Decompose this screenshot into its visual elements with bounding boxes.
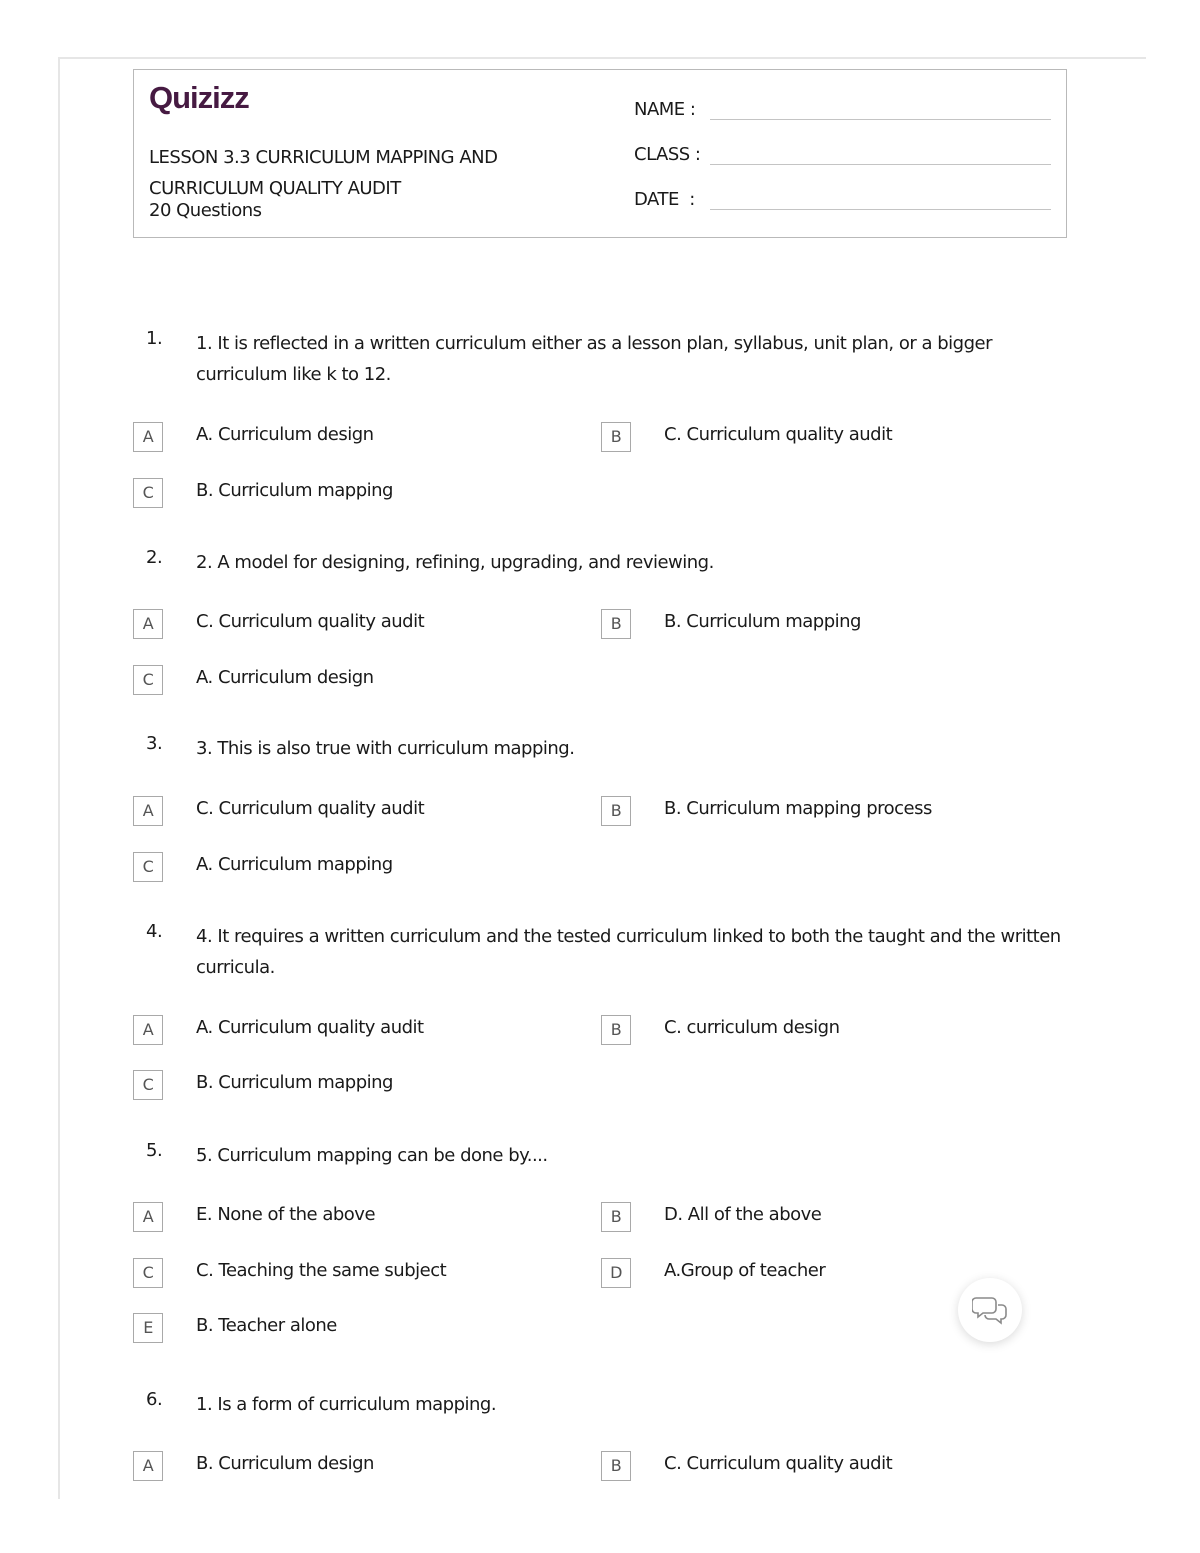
date-field xyxy=(634,189,710,210)
option-text: B. Curriculum mapping xyxy=(664,611,861,632)
question-text: 1. It is reflected in a written curriculum either as a lesson plan, syllabus, unit plan, or a bigger curriculum like k to 12. xyxy=(196,333,992,385)
option-text: B. Curriculum mapping xyxy=(196,1072,393,1093)
option-letter-box: B xyxy=(601,1202,631,1232)
option-text: B. Curriculum design xyxy=(196,1453,374,1474)
option-text: C. Curriculum quality audit xyxy=(196,798,425,819)
option-letter-box: B xyxy=(601,1451,631,1481)
question-count: 20 Questions xyxy=(149,200,262,221)
option-text: A.Group of teacher xyxy=(664,1260,826,1281)
chat-bubbles-icon xyxy=(972,1294,1008,1326)
option-letter-box: C xyxy=(133,665,163,695)
question-text: 3. This is also true with curriculum mapping. xyxy=(196,738,575,759)
option-letter-box: C xyxy=(133,1258,163,1288)
option-letter-box: A xyxy=(133,796,163,826)
worksheet-title: LESSON 3.3 CURRICULUM MAPPING AND CURRICULUM QUALITY AUDIT xyxy=(149,147,498,199)
option-letter-box: C xyxy=(133,1070,163,1100)
option-text: B. Curriculum mapping process xyxy=(664,798,932,819)
name-label: NAME : xyxy=(634,99,696,120)
question-number: 6. xyxy=(146,1389,163,1410)
option-text: A. Curriculum design xyxy=(196,424,374,445)
option-letter-box: B xyxy=(601,609,631,639)
name-field xyxy=(634,99,710,120)
question-number: 4. xyxy=(146,921,163,942)
option-text: C. Curriculum quality audit xyxy=(196,611,425,632)
option-text: D. All of the above xyxy=(664,1204,822,1225)
option-letter-box: C xyxy=(133,478,163,508)
option-letter-box: E xyxy=(133,1313,163,1343)
date-label: DATE : xyxy=(634,189,695,210)
option-letter-box: D xyxy=(601,1258,631,1288)
option-text: A. Curriculum design xyxy=(196,667,374,688)
question-text: 4. It requires a written curriculum and the tested curriculum linked to both the taught and the written curricula. xyxy=(196,926,1061,978)
option-letter-box: B xyxy=(601,422,631,452)
class-label: CLASS : xyxy=(634,144,701,165)
option-letter-box: A xyxy=(133,609,163,639)
question-number: 1. xyxy=(146,328,163,349)
option-letter-box: B xyxy=(601,796,631,826)
option-text: A. Curriculum quality audit xyxy=(196,1017,424,1038)
option-letter-box: A xyxy=(133,422,163,452)
chat-button[interactable] xyxy=(958,1278,1022,1342)
option-text: B. Teacher alone xyxy=(196,1315,337,1336)
question-text: 2. A model for designing, refining, upgrading, and reviewing. xyxy=(196,552,714,573)
option-letter-box: B xyxy=(601,1015,631,1045)
question-number: 5. xyxy=(146,1140,163,1161)
question-number: 2. xyxy=(146,547,163,568)
quizizz-logo: Quizizz xyxy=(149,80,249,115)
option-text: C. Teaching the same subject xyxy=(196,1260,447,1281)
option-letter-box: A xyxy=(133,1202,163,1232)
option-text: C. Curriculum quality audit xyxy=(664,424,893,445)
class-field xyxy=(634,144,710,165)
date-line xyxy=(710,209,1051,210)
option-text: B. Curriculum mapping xyxy=(196,480,393,501)
question-number: 3. xyxy=(146,733,163,754)
option-letter-box: A xyxy=(133,1451,163,1481)
option-text: C. curriculum design xyxy=(664,1017,840,1038)
option-text: C. Curriculum quality audit xyxy=(664,1453,893,1474)
name-line xyxy=(710,119,1051,120)
worksheet-header xyxy=(133,69,1067,238)
question-text: 1. Is a form of curriculum mapping. xyxy=(196,1394,497,1415)
option-letter-box: A xyxy=(133,1015,163,1045)
class-line xyxy=(710,164,1051,165)
option-letter-box: C xyxy=(133,852,163,882)
question-text: 5. Curriculum mapping can be done by.... xyxy=(196,1145,548,1166)
option-text: A. Curriculum mapping xyxy=(196,854,393,875)
option-text: E. None of the above xyxy=(196,1204,376,1225)
